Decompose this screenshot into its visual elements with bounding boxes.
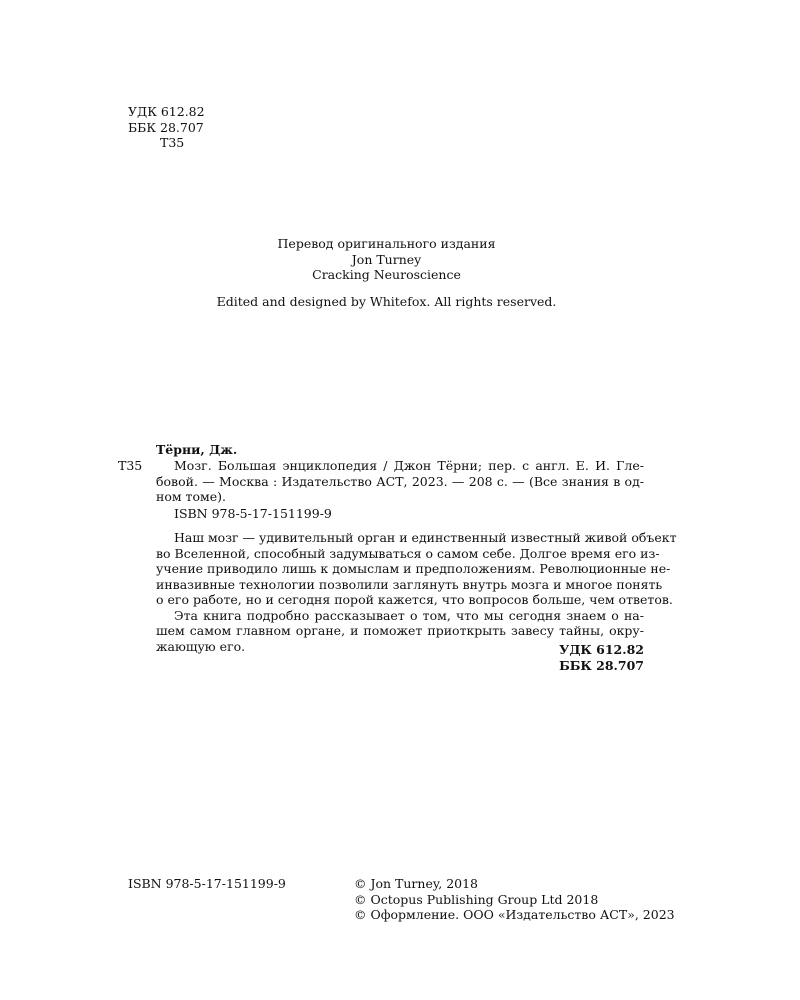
original-author: Jon Turney	[351, 251, 422, 267]
catalog-isbn: ISBN 978-5-17-151199-9	[174, 506, 332, 521]
description-line: Мозг. Большая энциклопедия / Джон Тёрни; пер. с англ. Е. И. Гле-	[174, 458, 644, 473]
bbk-code: ББК 28.707	[128, 119, 204, 135]
bibliographic-description	[156, 458, 644, 505]
copyright-notices	[354, 876, 675, 923]
catalog-author-mark: Т35	[118, 458, 143, 473]
udk-code: УДК 612.82	[128, 104, 205, 119]
original-title: Cracking Neuroscience	[312, 267, 461, 282]
annotation-line: жающую его.	[156, 638, 246, 654]
rights-line: Edited and designed by Whitefox. All rights reserved.	[216, 294, 557, 309]
copyright-line: © Octopus Publishing Group Ltd 2018	[354, 891, 599, 907]
annotation-line: учение приводило лишь к домыслам и предположениям. Революционные не-	[156, 561, 671, 576]
original-edition-block	[0, 236, 773, 283]
catalog-classification-codes	[559, 642, 644, 673]
header-classification-codes	[128, 104, 205, 151]
annotation-line: о его работе, но и сегодня порой кажется, что вопросов больше, чем ответов.	[156, 592, 673, 607]
annotation-line: шем самом главном органе, и поможет приоткрыть завесу тайны, окру-	[156, 623, 644, 638]
annotation-line: Эта книга подробно рассказывает о том, что мы сегодня знаем о на-	[174, 607, 644, 623]
copyright-line: © Jon Turney, 2018	[354, 876, 479, 891]
annotation-line: инвазивные технологии позволили заглянуть внутрь мозга и многое понять	[156, 576, 663, 592]
footer-isbn: ISBN 978-5-17-151199-9	[128, 876, 286, 891]
author-mark: Т35	[160, 135, 185, 150]
catalog-udk-code: УДК 612.82	[559, 642, 644, 657]
annotation-line: Наш мозг — удивительный орган и единственный известный живой объект	[174, 530, 677, 545]
original-edition-label: Перевод оригинального издания	[277, 236, 496, 251]
description-line: ном томе).	[156, 489, 226, 504]
annotation-text	[156, 530, 677, 654]
catalog-bbk-code: ББК 28.707	[559, 657, 644, 673]
catalog-author-heading: Тёрни, Дж.	[156, 442, 238, 457]
description-line: бовой. — Москва : Издательство АСТ, 2023. — 208 с. — (Все знания в од-	[156, 473, 644, 489]
copyright-line: © Оформление. ООО «Издательство АСТ», 2023	[354, 907, 675, 922]
annotation-line: во Вселенной, способный задумываться о самом себе. Долгое время его из-	[156, 545, 660, 561]
